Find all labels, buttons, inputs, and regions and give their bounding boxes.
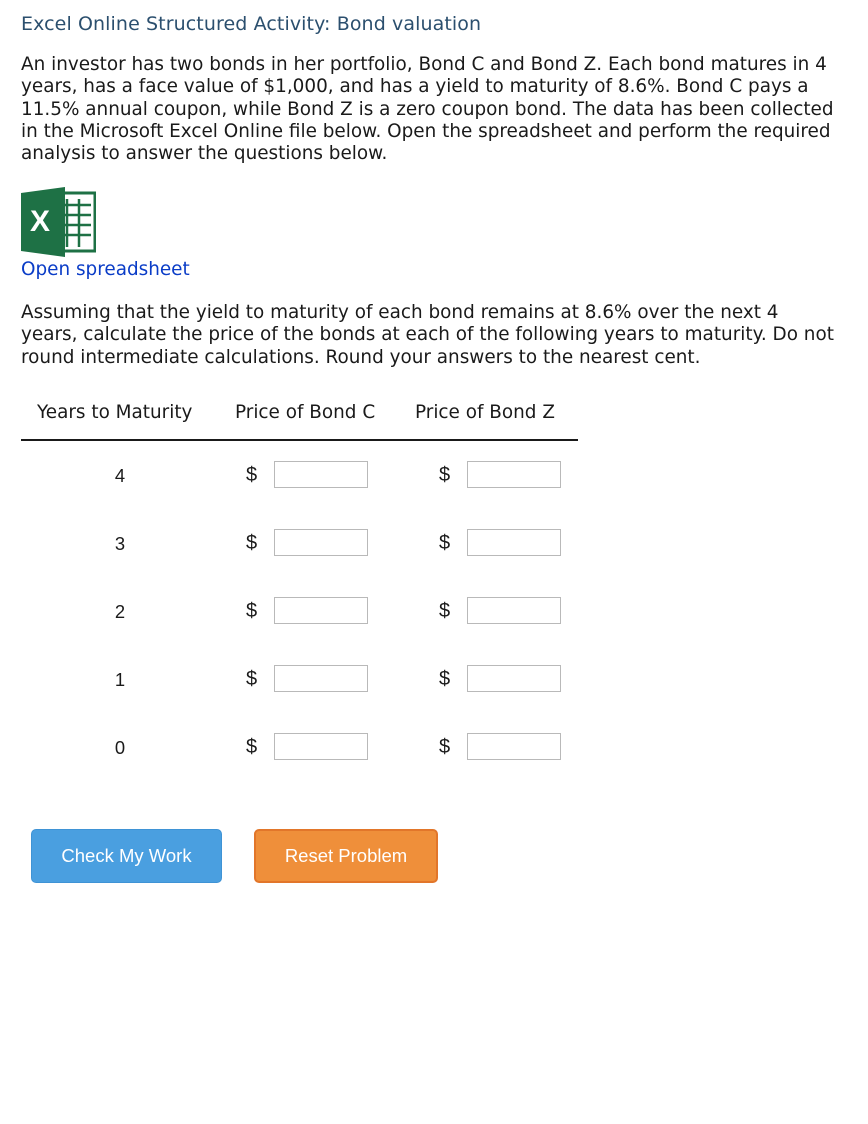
currency-symbol: $ (439, 736, 451, 758)
bond-c-price-input[interactable] (274, 597, 368, 624)
bond-z-price-input[interactable] (467, 529, 561, 556)
page-title: Excel Online Structured Activity: Bond valuation (21, 13, 482, 35)
years-value: 1 (114, 669, 126, 690)
currency-symbol: $ (246, 464, 258, 486)
instructions-paragraph: Assuming that the yield to maturity of each bond remains at 8.6% over the next 4 years, calculate the price of the bonds at each of the following years to maturity. Do not round intermediate calculations. Round your answers to the nearest cent. (21, 302, 834, 368)
bond-c-price-input[interactable] (274, 665, 368, 692)
currency-symbol: $ (246, 736, 258, 758)
header-price-bond-z: Price of Bond Z (415, 402, 555, 423)
currency-symbol: $ (439, 600, 451, 622)
bond-z-price-input[interactable] (467, 733, 561, 760)
currency-symbol: $ (246, 600, 258, 622)
reset-problem-button[interactable]: Reset Problem (254, 829, 438, 883)
years-value: 2 (114, 601, 126, 622)
table-row (0, 529, 600, 559)
excel-icon[interactable] (21, 187, 96, 257)
bond-z-price-input[interactable] (467, 461, 561, 488)
bond-z-price-input[interactable] (467, 665, 561, 692)
check-my-work-button[interactable]: Check My Work (31, 829, 222, 883)
currency-symbol: $ (246, 532, 258, 554)
bond-c-price-input[interactable] (274, 733, 368, 760)
bond-c-price-input[interactable] (274, 461, 368, 488)
currency-symbol: $ (439, 464, 451, 486)
table-row (0, 597, 600, 627)
currency-symbol: $ (439, 668, 451, 690)
header-divider (21, 439, 578, 441)
header-price-bond-c: Price of Bond C (235, 402, 376, 423)
currency-symbol: $ (246, 668, 258, 690)
bond-c-price-input[interactable] (274, 529, 368, 556)
excel-icon-letter: X (29, 205, 51, 238)
years-value: 0 (114, 737, 126, 758)
currency-symbol: $ (439, 532, 451, 554)
table-row (0, 665, 600, 695)
years-value: 4 (114, 465, 126, 486)
intro-paragraph: An investor has two bonds in her portfolio, Bond C and Bond Z. Each bond matures in 4 years, has a face value of $1,000, and has a yield to maturity of 8.6%. Bond C pays a 11.5% annual coupon, while Bond Z is a zero coupon bond. The data has been collected in the Microsoft Excel Online file below. Open the spreadsheet and perform the required analysis to answer the questions below. (21, 54, 834, 165)
header-years-to-maturity: Years to Maturity (37, 402, 193, 423)
table-row (0, 461, 600, 491)
open-spreadsheet-link[interactable]: Open spreadsheet (21, 259, 190, 280)
table-row (0, 733, 600, 763)
years-value: 3 (114, 533, 126, 554)
bond-z-price-input[interactable] (467, 597, 561, 624)
